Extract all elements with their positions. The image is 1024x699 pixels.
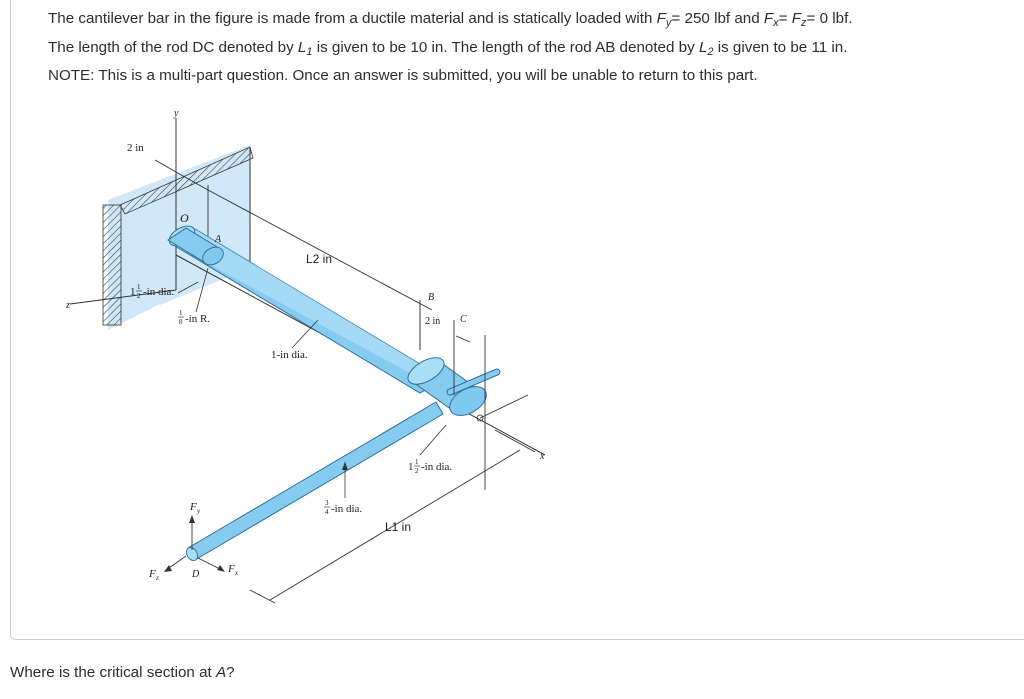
- svg-text:2: 2: [137, 292, 141, 300]
- svg-text:F: F: [149, 568, 156, 580]
- svg-text:x: x: [235, 569, 239, 577]
- force-Fz: [148, 556, 186, 582]
- z-axis-label: z: [66, 300, 70, 311]
- problem-line-2: The length of the rod DC denoted by $L_1$ is given to be 10 in. The length of the rod AB denoted by $L_2$ is given to be 11 in.: [48, 38, 848, 58]
- svg-text:3: 3: [325, 499, 329, 507]
- svg-text:F: F: [228, 563, 235, 575]
- svg-text:4: 4: [325, 508, 329, 516]
- dim-2in-bc-label: 2 in: [425, 316, 441, 327]
- point-A-label: A: [215, 234, 222, 245]
- point-O-label: O: [180, 211, 189, 225]
- dim-L2-label: L2 in: [306, 252, 333, 266]
- rod-DC: [184, 402, 443, 563]
- x-axis-label: x: [540, 451, 545, 462]
- point-C-label: C: [460, 314, 467, 325]
- svg-text:1: 1: [408, 461, 414, 473]
- label-1-1/2-in-dia-collar: [408, 425, 452, 475]
- svg-text:-in dia.: -in dia.: [143, 286, 175, 298]
- point-B-label: B: [428, 292, 435, 303]
- svg-text:1: 1: [130, 286, 136, 298]
- dim-L1-label: L1 in: [385, 520, 412, 534]
- svg-text:-in R.: -in R.: [185, 313, 211, 325]
- problem-line-1: The cantilever bar in the figure is made from a ductile material and is statically loaded with $F_y= 250$ lbf and $F_x= F_z= 0$ lbf.: [48, 10, 853, 29]
- problem-note: NOTE: This is a multi-part question. Once an answer is submitted, you will be unable to return to this part.: [48, 67, 758, 84]
- svg-text:F: F: [190, 501, 197, 513]
- dim-2in-top-label: 2 in: [127, 142, 144, 154]
- svg-text:1: 1: [137, 283, 141, 291]
- svg-text:-in dia.: -in dia.: [331, 503, 363, 515]
- svg-text:2: 2: [415, 467, 419, 475]
- svg-text:z: z: [156, 574, 159, 582]
- force-Fx: [198, 558, 239, 577]
- svg-text:1: 1: [415, 458, 419, 466]
- svg-text:1-in dia.: 1-in dia.: [271, 349, 308, 361]
- point-D-label: D: [192, 569, 200, 580]
- svg-text:y: y: [197, 507, 201, 515]
- question-text: Where is the critical section at A?: [10, 664, 235, 681]
- svg-text:8: 8: [179, 318, 183, 326]
- svg-text:-in dia.: -in dia.: [421, 461, 453, 473]
- svg-text:1: 1: [179, 309, 183, 317]
- y-axis-label: y: [174, 108, 179, 119]
